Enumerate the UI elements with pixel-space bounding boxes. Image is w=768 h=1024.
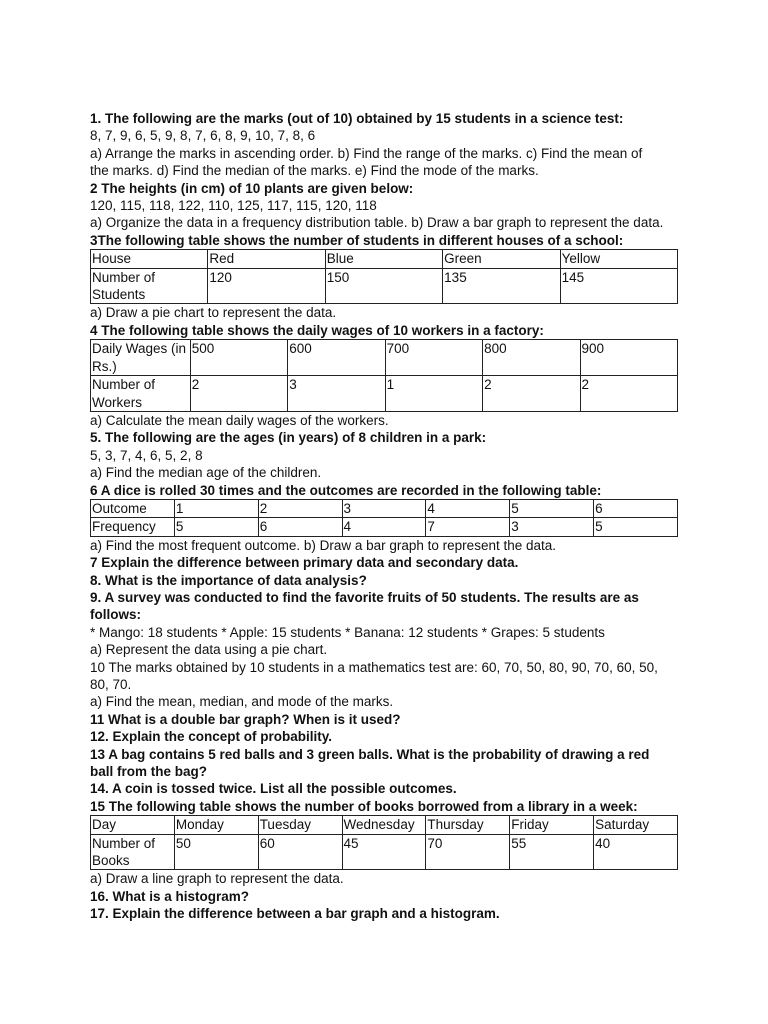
table-cell: 5 [594,518,678,536]
q17-title: 17. Explain the difference between a bar graph and a histogram. [90,906,500,922]
table-cell: 55 [510,834,594,870]
table-cell: 5 [510,499,594,517]
q9-tasks: a) Represent the data using a pie chart. [90,642,328,658]
table-row [91,518,678,536]
table-cell: 135 [443,268,560,304]
table-cell: Frequency [91,518,175,536]
q11-title: 11 What is a double bar graph? When is it used? [90,711,401,727]
table-cell: 3 [288,376,385,412]
table-cell: 800 [483,340,580,376]
table-cell: 2 [483,376,580,412]
q2-tasks: a) Organize the data in a frequency distribution table. b) Draw a bar graph to represent the data. [90,215,664,231]
q1-data: 8, 7, 9, 6, 5, 9, 8, 7, 6, 8, 9, 10, 7, 8, 6 [90,128,316,144]
table-cell: 5 [174,518,258,536]
q12-title: 12. Explain the concept of probability. [90,729,333,745]
worksheet [90,110,680,923]
wages-table [90,339,678,412]
q13-title: ball from the bag? [90,764,208,780]
q9-data: * Mango: 18 students * Apple: 15 students * Banana: 12 students * Grapes: 5 students [90,624,605,640]
table-cell: 7 [426,518,510,536]
table-cell: 150 [325,268,442,304]
table-cell: 1 [385,376,482,412]
table-cell: Red [208,250,325,268]
table-cell: Wednesday [342,816,426,834]
table-cell: 70 [426,834,510,870]
q4-tasks: a) Calculate the mean daily wages of the workers. [90,412,389,428]
table-cell: Number of Books [91,834,175,870]
q15-tasks: a) Draw a line graph to represent the data. [90,871,344,887]
q1-tasks: a) Arrange the marks in ascending order. b) Find the range of the marks. c) Find the mean of [90,145,643,161]
q5-title: 5. The following are the ages (in years) of 8 children in a park: [90,430,487,446]
table-cell: Number of Workers [91,376,191,412]
q14-title: 14. A coin is tossed twice. List all the possible outcomes. [90,781,457,797]
table-cell: Green [443,250,560,268]
table-cell: 1 [174,499,258,517]
table-cell: Outcome [91,499,175,517]
q7-title: 7 Explain the difference between primary data and secondary data. [90,555,519,571]
table-cell: 40 [594,834,678,870]
table-cell: Daily Wages (in Rs.) [91,340,191,376]
table-row [91,816,678,834]
q5-data: 5, 3, 7, 4, 6, 5, 2, 8 [90,447,203,463]
table-cell: 6 [258,518,342,536]
table-cell: 2 [580,376,677,412]
table-cell: 4 [342,518,426,536]
q15-title: 15 The following table shows the number of books borrowed from a library in a week: [90,798,638,814]
dice-table [90,499,678,537]
table-cell: 120 [208,268,325,304]
q4-title: 4 The following table shows the daily wages of 10 workers in a factory: [90,322,544,338]
table-cell: 3 [342,499,426,517]
q9-title: 9. A survey was conducted to find the favorite fruits of 50 students. The results are as [90,589,639,605]
q6-title: 6 A dice is rolled 30 times and the outcomes are recorded in the following table: [90,482,602,498]
table-cell: Blue [325,250,442,268]
table-cell: 900 [580,340,677,376]
table-cell: Number of Students [91,268,208,304]
table-cell: Thursday [426,816,510,834]
table-row [91,499,678,517]
table-cell: Monday [174,816,258,834]
table-cell: 500 [190,340,287,376]
q5-tasks: a) Find the median age of the children. [90,465,322,481]
q1-tasks: the marks. d) Find the median of the marks. e) Find the mode of the marks. [90,163,539,179]
q3-tasks: a) Draw a pie chart to represent the data. [90,305,337,321]
table-cell: Yellow [560,250,677,268]
table-cell: 145 [560,268,677,304]
table-cell: 50 [174,834,258,870]
table-cell: 2 [258,499,342,517]
q3-title: 3The following table shows the number of students in different houses of a school: [90,232,624,248]
table-cell: Day [91,816,175,834]
table-row [91,268,678,304]
table-cell: House [91,250,208,268]
table-cell: Tuesday [258,816,342,834]
q6-tasks: a) Find the most frequent outcome. b) Draw a bar graph to represent the data. [90,537,557,553]
table-cell: 600 [288,340,385,376]
table-cell: 2 [190,376,287,412]
table-cell: 700 [385,340,482,376]
table-cell: 4 [426,499,510,517]
q2-title: 2 The heights (in cm) of 10 plants are given below: [90,180,414,196]
q10-text: 80, 70. [90,677,132,692]
table-cell: 6 [594,499,678,517]
q16-title: 16. What is a histogram? [90,888,250,904]
table-cell: Saturday [594,816,678,834]
table-cell: 3 [510,518,594,536]
table-row [91,340,678,376]
table-cell: 60 [258,834,342,870]
table-cell: Friday [510,816,594,834]
q10-text: 10 The marks obtained by 10 students in a mathematics test are: 60, 70, 50, 80, 90, 70, 60, 50, [90,659,658,675]
q2-data: 120, 115, 118, 122, 110, 125, 117, 115, 120, 118 [90,198,377,214]
table-row [91,250,678,268]
table-cell: 45 [342,834,426,870]
table-row [91,376,678,412]
q8-title: 8. What is the importance of data analysis? [90,572,367,588]
houses-table [90,249,678,304]
q13-title: 13 A bag contains 5 red balls and 3 green balls. What is the probability of drawing a red [90,746,650,762]
q1-title: 1. The following are the marks (out of 10) obtained by 15 students in a science test: [90,111,624,126]
q9-title: follows: [90,607,141,623]
table-row [91,834,678,870]
books-table [90,815,678,870]
q10-tasks: a) Find the mean, median, and mode of the marks. [90,694,394,710]
